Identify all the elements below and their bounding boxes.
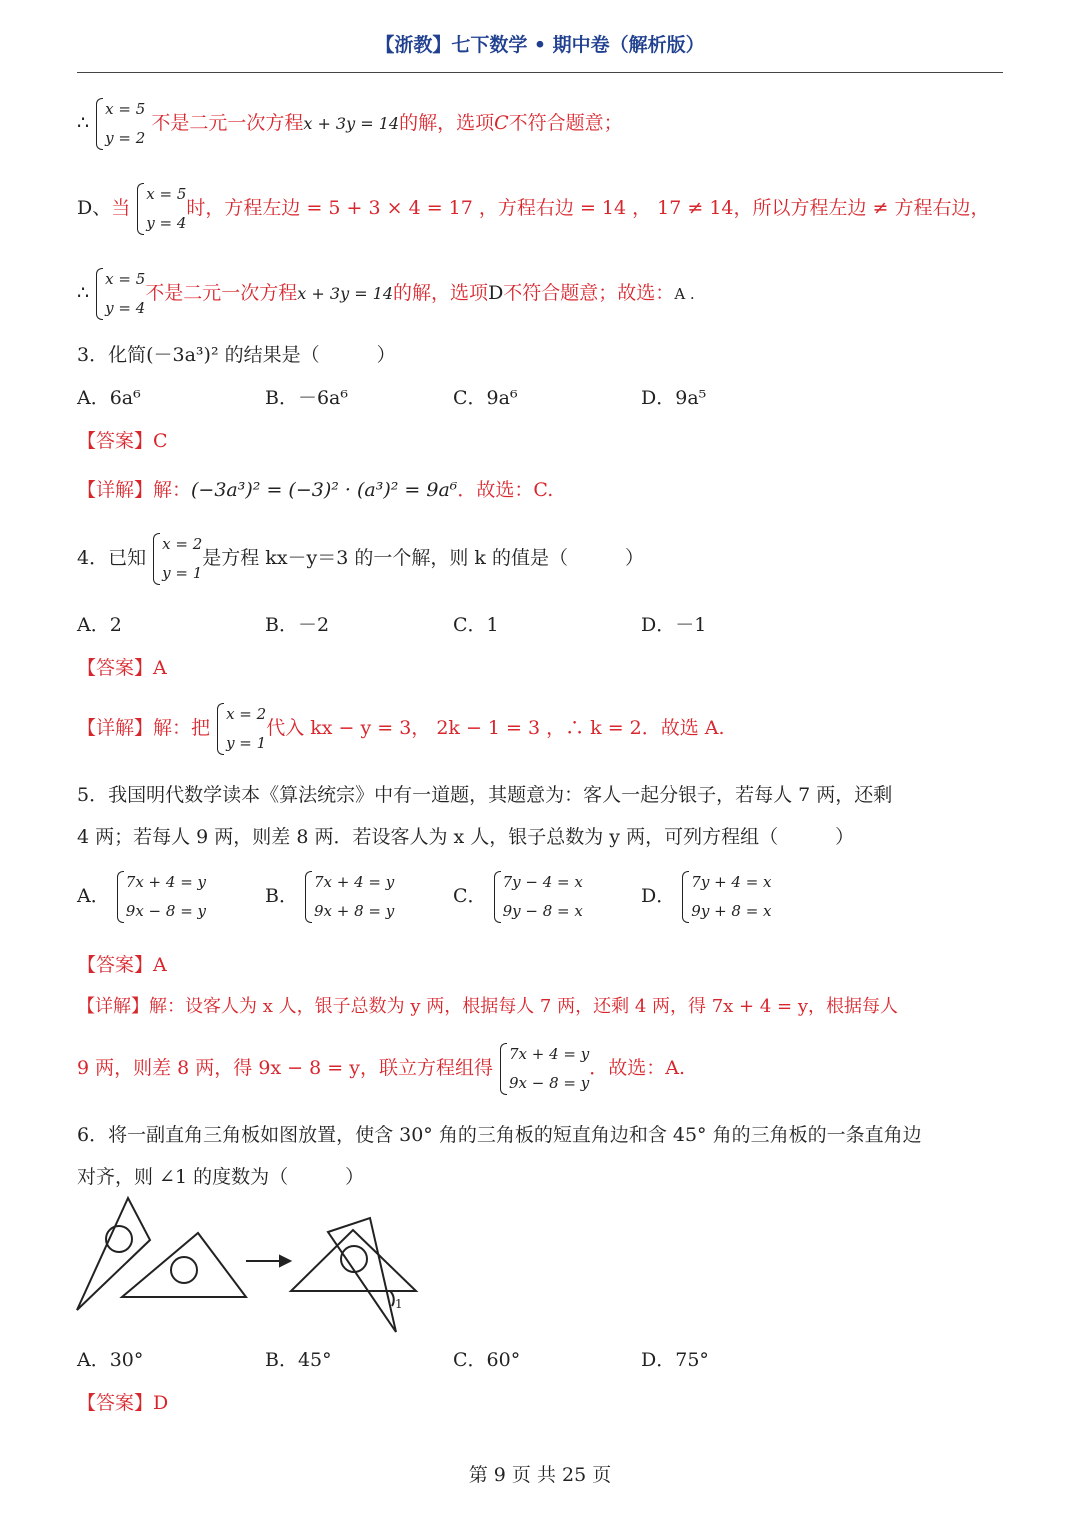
triangle-45-right	[291, 1230, 416, 1291]
equation-system: x = 2 y = 1	[216, 700, 266, 758]
option-d-check: D、当 x = 5 y = 4 时，方程左边 = 5 + 3 × 4 = 17 ，方程右边 = 14 ， 17 ≠ 14，所以方程左边 ≠ 方程右边，	[77, 180, 990, 238]
triangle-hole	[341, 1246, 367, 1272]
q4-option-d[interactable]: D．－1	[641, 614, 707, 636]
equation-system: x = 2 y = 1	[152, 530, 202, 588]
option-d-conclusion: ∴ x = 5 y = 4 不是二元一次方程x + 3y = 14的解，选项D不符合题意；故选：A .	[77, 265, 695, 323]
triangle-45-left	[122, 1233, 246, 1297]
q6-option-b[interactable]: B．45°	[265, 1349, 332, 1371]
q3-answer: 【答案】C	[77, 430, 168, 452]
q6-option-a[interactable]: A．30°	[77, 1349, 144, 1371]
equation-system: x = 5 y = 4	[136, 180, 186, 238]
q4-option-c[interactable]: C．1	[453, 614, 499, 636]
q5-option-a[interactable]: A． 7x + 4 = y 9x − 8 = y	[77, 868, 206, 926]
q6-stem-line2: 对齐，则 ∠1 的度数为（ ）	[77, 1166, 365, 1188]
arrow-head	[280, 1256, 290, 1266]
q3-stem: 3．化简(－3a³)² 的结果是（ ）	[77, 344, 396, 366]
q6-option-d[interactable]: D．75°	[641, 1349, 709, 1371]
q6-answer: 【答案】D	[77, 1392, 169, 1414]
q6-stem-line1: 6．将一副直角三角板如图放置，使含 30° 角的三角板的短直角边和含 45° 角的三角板的一条直角边	[77, 1124, 922, 1146]
header-rule	[77, 72, 1003, 73]
q6-option-c[interactable]: C．60°	[453, 1349, 521, 1371]
q4-stem: 4．已知 x = 2 y = 1 是方程 kx－y＝3 的一个解，则 k 的值是（ ）	[77, 530, 644, 588]
q3-detail: 【详解】解：(−3a³)² = (−3)² · (a³)² = 9a⁶．故选：C.	[77, 479, 554, 501]
q5-option-d[interactable]: D． 7y + 4 = x 9y + 8 = x	[641, 868, 772, 926]
q5-detail-line1: 【详解】解：设客人为 x 人，银子总数为 y 两，根据每人 7 两，还剩 4 两，得 7x + 4 = y，根据每人	[77, 996, 898, 1017]
q5-option-b[interactable]: B． 7x + 4 = y 9x + 8 = y	[265, 868, 394, 926]
q4-option-a[interactable]: A．2	[77, 614, 122, 636]
q4-detail: 【详解】解：把 x = 2 y = 1 代入 kx − y = 3， 2k − 1 = 3 ，∴ k = 2．故选 A.	[77, 700, 725, 758]
q3-option-d[interactable]: D．9a⁵	[641, 387, 707, 409]
page-footer: 第 9 页 共 25 页	[468, 1464, 612, 1486]
q5-detail-line2: 9 两，则差 8 两，得 9x − 8 = y，联立方程组得 7x + 4 = y 9x − 8 = y ．故选：A.	[77, 1040, 685, 1098]
option-c-conclusion: ∴ x = 5 y = 2 不是二元一次方程x + 3y = 14的解，选项C不符合题意；	[77, 95, 623, 153]
q3-option-c[interactable]: C．9a⁶	[453, 387, 518, 409]
angle-1-label: 1	[395, 1297, 403, 1311]
q5-stem-line2: 4 两；若每人 9 两，则差 8 两．若设客人为 x 人，银子总数为 y 两，可列方程组（ ）	[77, 826, 855, 848]
equation-system: x = 5 y = 4	[95, 265, 145, 323]
triangle-30-left	[77, 1198, 150, 1310]
q5-answer: 【答案】A	[77, 954, 167, 976]
q5-option-c[interactable]: C． 7y − 4 = x 9y − 8 = x	[453, 868, 583, 926]
therefore-symbol: ∴	[77, 112, 90, 134]
q4-option-b[interactable]: B．－2	[265, 614, 330, 636]
equation-system: x = 5 y = 2	[95, 95, 145, 153]
triangle-boards-figure	[70, 1190, 430, 1340]
triangle-hole	[171, 1257, 197, 1283]
q3-option-a[interactable]: A．6a⁶	[77, 387, 141, 409]
q3-option-b[interactable]: B．－6a⁶	[265, 387, 348, 409]
q5-stem-line1: 5．我国明代数学读本《算法统宗》中有一道题，其题意为：客人一起分银子，若每人 7 两，还剩	[77, 784, 893, 806]
triangle-30-right	[328, 1218, 396, 1332]
q4-answer: 【答案】A	[77, 657, 167, 679]
page-header-title: 【浙教】七下数学 • 期中卷（解析版）	[375, 34, 705, 56]
equation-system: 7x + 4 = y 9x − 8 = y	[499, 1040, 589, 1098]
